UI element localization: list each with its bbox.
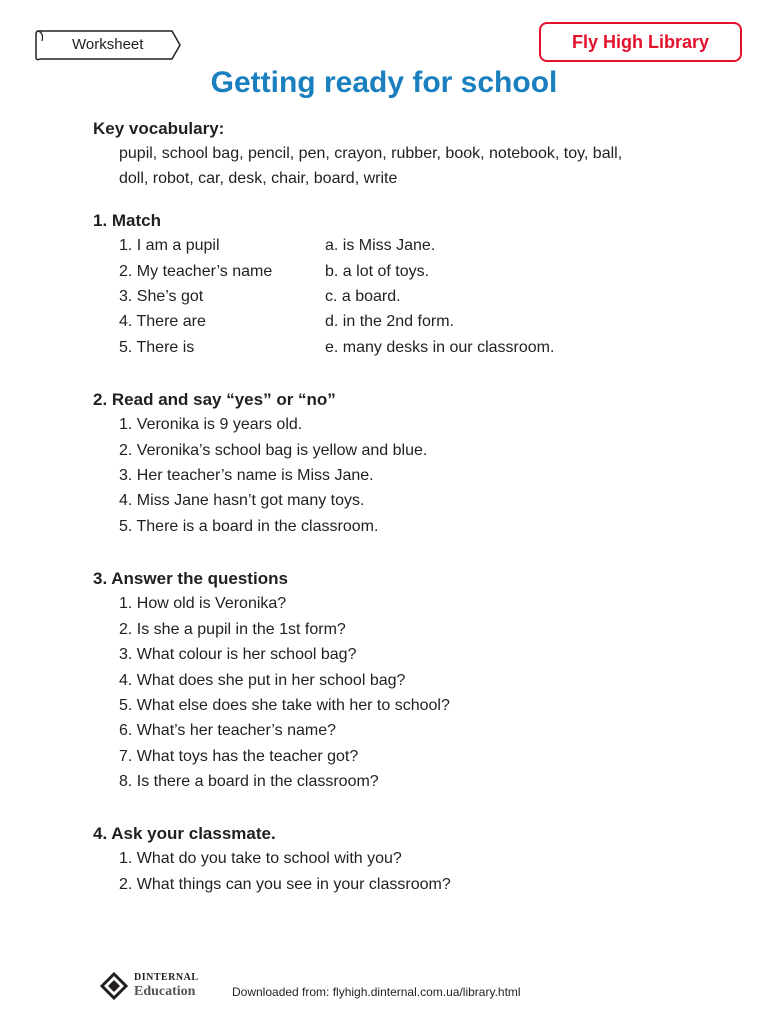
answer-item: 5. What else does she take with her to school? bbox=[119, 697, 450, 714]
read-heading: 2. Read and say “yes” or “no” bbox=[93, 390, 336, 409]
dinternal-logo bbox=[98, 968, 218, 1004]
read-item: 4. Miss Jane hasn’t got many toys. bbox=[119, 492, 365, 509]
answer-item: 2. Is she a pupil in the 1st form? bbox=[119, 621, 346, 638]
answer-item: 7. What toys has the teacher got? bbox=[119, 748, 359, 765]
read-item: 5. There is a board in the classroom. bbox=[119, 518, 379, 535]
answer-item: 8. Is there a board in the classroom? bbox=[119, 773, 379, 790]
match-right-item: a. is Miss Jane. bbox=[325, 237, 436, 254]
logo-brand-text: DINTERNAL bbox=[134, 972, 199, 983]
ask-heading: 4. Ask your classmate. bbox=[93, 824, 276, 843]
ask-item: 1. What do you take to school with you? bbox=[119, 850, 402, 867]
read-item: 1. Veronika is 9 years old. bbox=[119, 416, 303, 433]
match-right-item: b. a lot of toys. bbox=[325, 263, 430, 280]
answer-item: 1. How old is Veronika? bbox=[119, 595, 287, 612]
match-left-item: 4. There are bbox=[119, 313, 206, 330]
answer-item: 4. What does she put in her school bag? bbox=[119, 672, 406, 689]
match-right-item: e. many desks in our classroom. bbox=[325, 339, 555, 356]
brand-label: Fly High Library bbox=[571, 31, 710, 52]
download-note: Downloaded from: flyhigh.dinternal.com.ua/library.html bbox=[232, 985, 521, 999]
brand-badge bbox=[539, 22, 742, 62]
match-left-item: 3. She’s got bbox=[119, 288, 204, 305]
vocabulary-heading: Key vocabulary: bbox=[93, 119, 225, 138]
match-right-item: c. a board. bbox=[325, 288, 401, 305]
answer-item: 3. What colour is her school bag? bbox=[119, 646, 357, 663]
worksheet-tag bbox=[34, 27, 182, 63]
vocabulary-line: pupil, school bag, pencil, pen, crayon, rubber, book, notebook, toy, ball, bbox=[119, 145, 623, 162]
match-left-item: 2. My teacher’s name bbox=[119, 263, 273, 280]
answer-heading: 3. Answer the questions bbox=[93, 569, 288, 588]
worksheet-label: Worksheet bbox=[72, 36, 144, 53]
dinternal-logo-icon bbox=[98, 972, 130, 1000]
answer-item: 6. What’s her teacher’s name? bbox=[119, 722, 337, 739]
vocabulary-line: doll, robot, car, desk, chair, board, write bbox=[119, 170, 398, 187]
match-right-item: d. in the 2nd form. bbox=[325, 313, 454, 330]
ask-item: 2. What things can you see in your classroom? bbox=[119, 876, 451, 893]
match-heading: 1. Match bbox=[93, 211, 162, 230]
match-left-item: 1. I am a pupil bbox=[119, 237, 220, 254]
logo-subtitle: Education bbox=[134, 984, 196, 999]
page-title: Getting ready for school bbox=[210, 66, 558, 99]
read-item: 2. Veronika’s school bag is yellow and blue. bbox=[119, 442, 428, 459]
read-item: 3. Her teacher’s name is Miss Jane. bbox=[119, 467, 374, 484]
match-left-item: 5. There is bbox=[119, 339, 195, 356]
